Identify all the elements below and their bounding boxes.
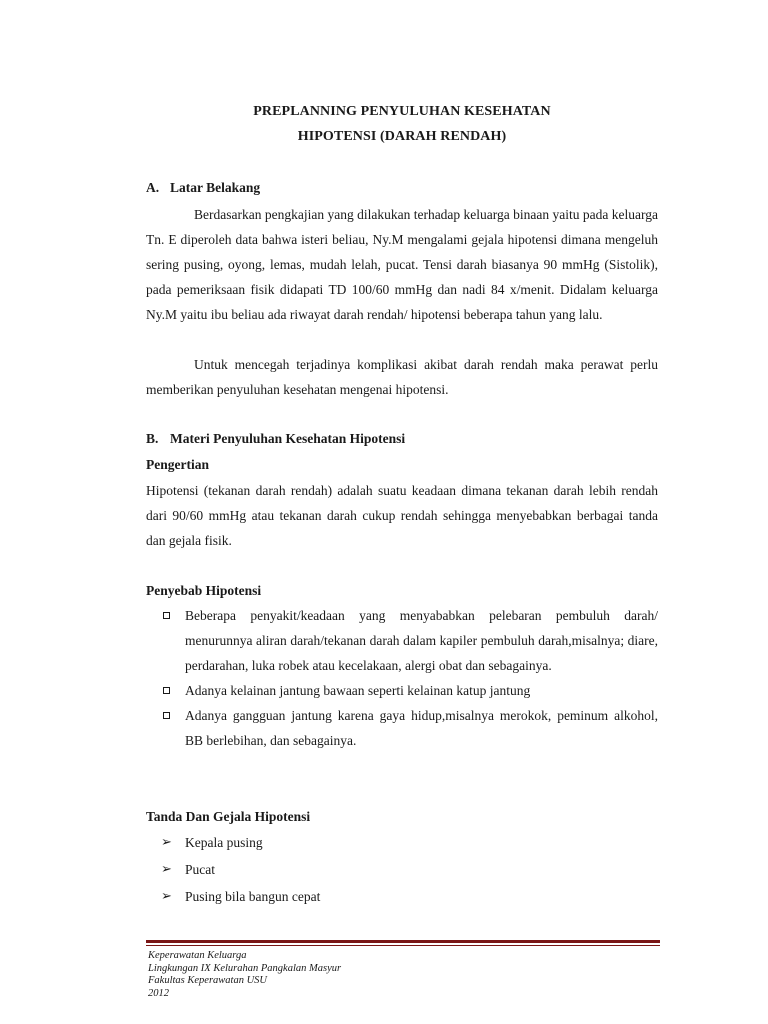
footer-rule-thick xyxy=(146,940,660,943)
list-item xyxy=(146,603,658,678)
tanda-gejala-item-text: Kepala pusing xyxy=(185,835,263,850)
section-a-letter: A. xyxy=(146,180,160,195)
tanda-gejala-item-text: Pucat xyxy=(185,862,215,877)
footer-line-1: Keperawatan Keluarga xyxy=(148,950,247,961)
document-title-line2: HIPOTENSI (DARAH RENDAH) xyxy=(297,129,507,144)
list-item xyxy=(146,857,658,882)
list-item xyxy=(146,884,658,909)
square-bullet-icon xyxy=(163,712,170,719)
square-bullet-icon xyxy=(163,612,170,619)
page-footer xyxy=(148,950,341,1000)
section-a-paragraph-1: Berdasarkan pengkajian yang dilakukan terhadap keluarga binaan yaitu pada keluarga Tn. E diperoleh data bahwa isteri beliau, Ny.M mengalami gejala hipotensi dimana mengeluh sering pusing, oyong, lemas, mudah lelah, pucat. Tensi darah biasanya 90 mmHg (Sistolik), pada pemeriksaan fisik didapati TD 100/60 mmHg dan nadi 84 x/menit. Didalam keluarga Ny.M yaitu ibu beliau ada riwayat darah rendah/ hipotensi beberapa tahun yang lalu. xyxy=(146,207,658,322)
footer-line-3: Fakultas Keperawatan USU xyxy=(148,975,267,986)
section-a-heading xyxy=(146,180,260,196)
list-item xyxy=(146,703,658,753)
section-a-title: Latar Belakang xyxy=(170,180,261,195)
penyebab-item-text: Beberapa penyakit/keadaan yang menyababkan pelebaran pembuluh darah/ menurunnya aliran darah/tekanan darah dalam kapiler pembuluh darah,misalnya; diare, perdarahan, luka robek atau kecelakaan, alergi obat dan sebagainya. xyxy=(185,608,658,673)
document-title-line1: PREPLANNING PENYULUHAN KESEHATAN xyxy=(253,104,551,119)
penyebab-list xyxy=(146,603,658,753)
penyebab-heading: Penyebab Hipotensi xyxy=(146,583,262,598)
footer-rule-thin xyxy=(146,945,660,946)
pengertian-heading: Pengertian xyxy=(146,457,209,472)
penyebab-item-text: Adanya gangguan jantung karena gaya hidup,misalnya merokok, peminum alkohol, BB berlebihan, dan sebagainya. xyxy=(185,708,658,748)
section-a-paragraph-2: Untuk mencegah terjadinya komplikasi akibat darah rendah maka perawat perlu memberikan penyuluhan kesehatan mengenai hipotensi. xyxy=(146,357,658,397)
section-b-title: Materi Penyuluhan Kesehatan Hipotensi xyxy=(170,431,406,446)
list-item xyxy=(146,678,658,703)
arrow-bullet-icon: ➢ xyxy=(161,835,172,850)
footer-line-2: Lingkungan IX Kelurahan Pangkalan Masyur xyxy=(148,962,342,974)
section-b-heading xyxy=(146,431,405,447)
square-bullet-icon xyxy=(163,687,170,694)
list-item xyxy=(146,830,658,855)
penyebab-item-text: Adanya kelainan jantung bawaan seperti kelainan katup jantung xyxy=(185,683,531,698)
tanda-gejala-heading: Tanda Dan Gejala Hipotensi xyxy=(146,809,311,824)
section-b-letter: B. xyxy=(146,431,159,446)
tanda-gejala-item-text: Pusing bila bangun cepat xyxy=(185,889,321,904)
footer-line-4: 2012 xyxy=(148,987,169,999)
pengertian-paragraph: Hipotensi (tekanan darah rendah) adalah suatu keadaan dimana tekanan darah lebih rendah dari 90/60 mmHg atau tekanan darah cukup rendah sehingga menyebabkan berbagai tanda dan gejala fisik. xyxy=(146,483,658,548)
arrow-bullet-icon: ➢ xyxy=(161,862,172,877)
arrow-bullet-icon: ➢ xyxy=(161,889,172,904)
tanda-gejala-list xyxy=(146,830,658,909)
